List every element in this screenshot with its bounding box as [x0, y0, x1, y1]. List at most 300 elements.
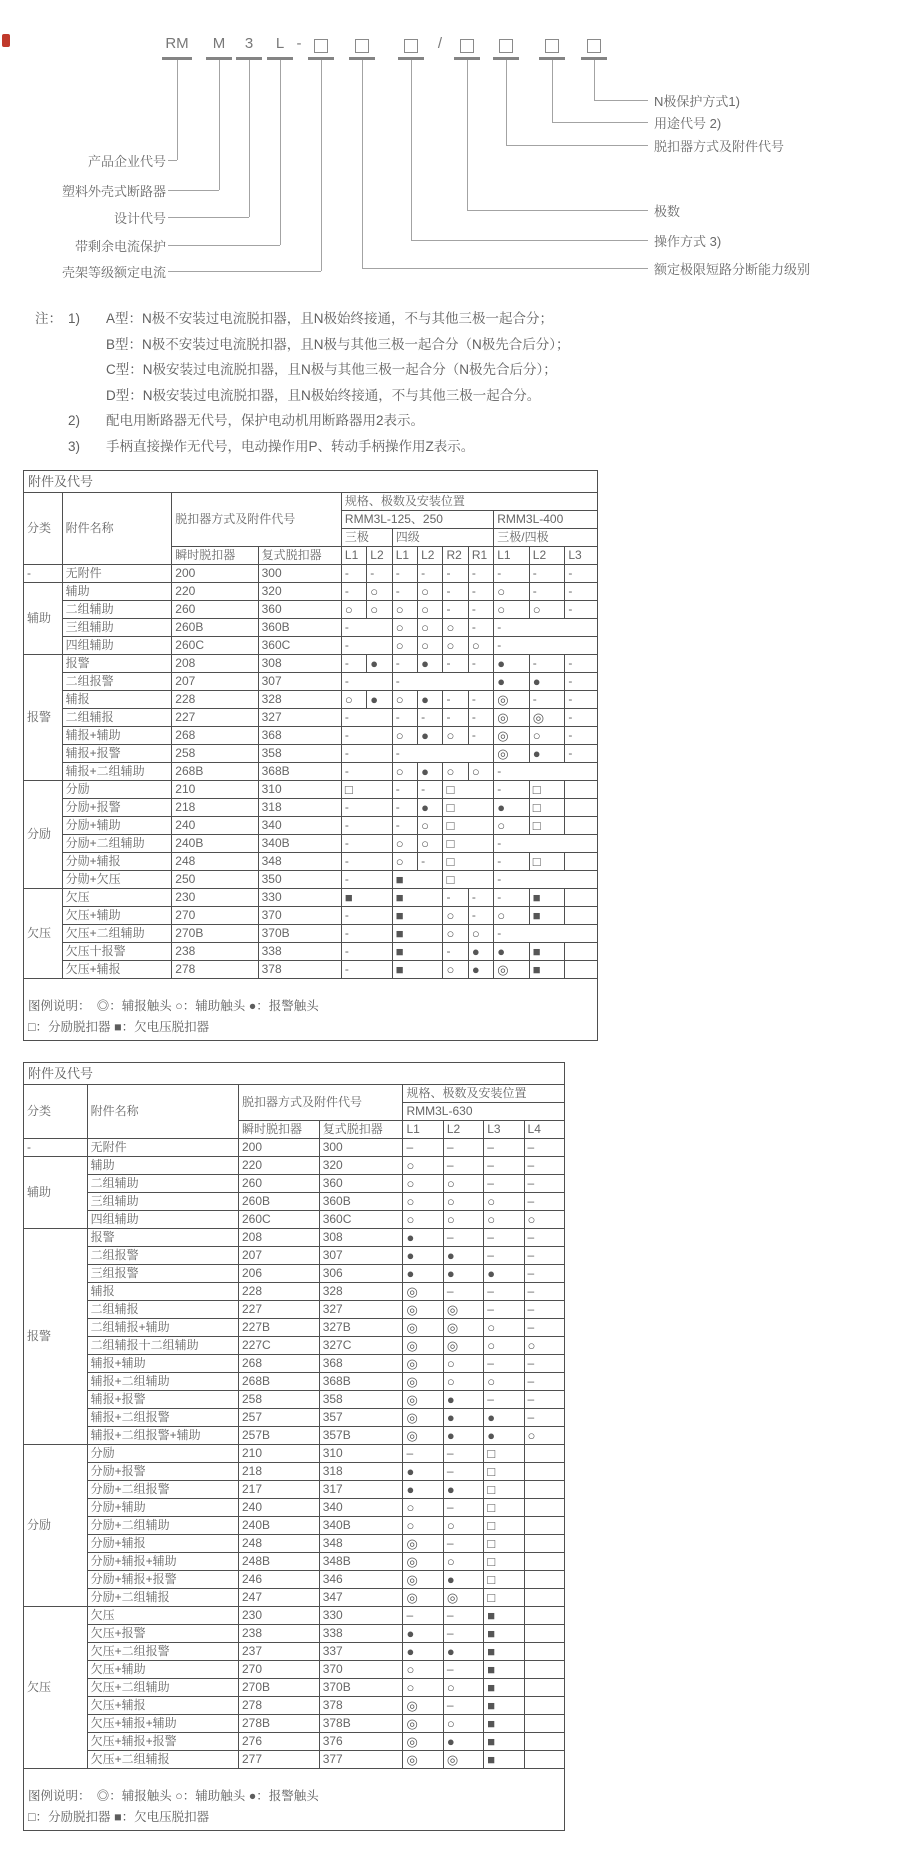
inst-code-cell: 220 [238, 1157, 319, 1175]
legend-line: 图例说明： ◎：辅报触头 ○：辅助触头 ●：报警触头 [28, 999, 319, 1013]
comp-code-cell: 358 [319, 1391, 403, 1409]
position-cell: □ [529, 799, 565, 817]
table-row [24, 619, 598, 637]
note-number: 2) [68, 413, 81, 428]
position-cell [565, 943, 598, 961]
position-cell: – [443, 1463, 483, 1481]
position-cell: - [529, 691, 565, 709]
position-cell: ○ [484, 1319, 524, 1337]
accessory-name-cell: 报警 [87, 1229, 238, 1247]
position-cell: – [524, 1247, 564, 1265]
position-cell: ○ [494, 583, 530, 601]
position-cell: □ [484, 1553, 524, 1571]
position-cell: – [443, 1445, 483, 1463]
diagram-label-right: N极保护方式1) [654, 94, 740, 109]
position-cell: ◎ [494, 745, 530, 763]
position-cell: - [468, 709, 493, 727]
table-row [24, 583, 598, 601]
accessory-name-cell: 辅报+二组辅助 [87, 1373, 238, 1391]
position-cell: - [565, 673, 598, 691]
inst-code-cell: 250 [172, 871, 258, 889]
page-marker-icon [2, 34, 10, 47]
position-cell: ● [367, 655, 392, 673]
comp-code-cell: 370B [319, 1679, 403, 1697]
accessory-name-cell: 欠压 [62, 889, 172, 907]
legend-line: 图例说明： ◎：辅报触头 ○：辅助触头 ●：报警触头 [28, 1789, 319, 1803]
category-cell: 欠压 [24, 889, 63, 979]
diagram-label-left: 塑料外壳式断路器 [61, 184, 166, 199]
position-cell: ○ [403, 1661, 443, 1679]
category-cell: 辅助 [24, 1157, 88, 1229]
table-row [24, 979, 598, 1041]
comp-code-cell: 346 [319, 1571, 403, 1589]
note-prefix [35, 357, 68, 383]
accessory-name-cell: 辅报+报警 [87, 1391, 238, 1409]
connector-line [506, 145, 648, 146]
note-number [68, 332, 106, 358]
comp-code-cell: 360B [258, 619, 341, 637]
position-cell: ● [418, 799, 443, 817]
connector-line [362, 268, 648, 269]
note-prefix [35, 434, 68, 460]
position-cell: ○ [443, 1553, 483, 1571]
position-cell: ● [494, 943, 530, 961]
accessory-name-cell: 欠压+辅助 [62, 907, 172, 925]
diagram-label-left: 壳架等级额定电流 [61, 265, 166, 280]
position-cell: – [524, 1283, 564, 1301]
position-cell: - [494, 925, 598, 943]
position-cell: □ [484, 1517, 524, 1535]
table-title: 附件及代号 [24, 1063, 565, 1085]
accessory-name-cell: 辅报 [62, 691, 172, 709]
position-cell: ● [443, 1391, 483, 1409]
code-placeholder-box [404, 39, 418, 53]
inst-code-cell: 240 [238, 1499, 319, 1517]
position-cell [565, 781, 598, 799]
connector-line [411, 60, 412, 240]
position-cell: ○ [443, 1355, 483, 1373]
table-row [24, 1139, 565, 1157]
header-pole-group: 三极/四极 [494, 529, 598, 547]
position-cell: - [341, 565, 366, 583]
table-row [24, 889, 598, 907]
position-cell [524, 1607, 564, 1625]
comp-code-cell: 307 [258, 673, 341, 691]
comp-code-cell: 368 [258, 727, 341, 745]
connector-line [168, 271, 321, 272]
position-cell: - [565, 709, 598, 727]
position-cell: - [341, 763, 392, 781]
position-cell: ● [494, 673, 530, 691]
accessory-name-cell: 四组辅助 [62, 637, 172, 655]
note-text: 配电用断路器无代号，保护电动机用断路器用2表示。 [106, 413, 425, 428]
position-cell: ◎ [443, 1301, 483, 1319]
accessory-name-cell: 分励+辅报+辅助 [87, 1553, 238, 1571]
position-cell: ◎ [494, 727, 530, 745]
code-letter: RM [165, 35, 189, 52]
comp-code-cell: 358 [258, 745, 341, 763]
note-prefix [35, 408, 68, 434]
table-row [24, 1319, 565, 1337]
position-cell: ○ [403, 1517, 443, 1535]
position-cell: - [468, 691, 493, 709]
header-accessory: 附件名称 [62, 493, 172, 565]
position-cell: – [443, 1697, 483, 1715]
inst-code-cell: 278 [238, 1697, 319, 1715]
inst-code-cell: 268 [172, 727, 258, 745]
category-cell: 分励 [24, 1445, 88, 1607]
position-cell: – [524, 1193, 564, 1211]
inst-code-cell: 278B [238, 1715, 319, 1733]
table-row [24, 1463, 565, 1481]
inst-code-cell: 260C [172, 637, 258, 655]
accessory-name-cell: 辅助 [87, 1157, 238, 1175]
position-cell: ○ [403, 1193, 443, 1211]
accessory-name-cell: 分励+报警 [62, 799, 172, 817]
connector-line [249, 60, 250, 217]
position-cell: - [341, 637, 392, 655]
position-cell: □ [484, 1463, 524, 1481]
position-cell: ■ [484, 1625, 524, 1643]
inst-code-cell: 210 [238, 1445, 319, 1463]
inst-code-cell: 227C [238, 1337, 319, 1355]
position-cell: □ [443, 871, 494, 889]
header-spec-model: RMM3L-630 [403, 1103, 565, 1121]
comp-code-cell: 300 [319, 1139, 403, 1157]
comp-code-cell: 338 [258, 943, 341, 961]
position-cell: – [443, 1157, 483, 1175]
position-cell: ○ [392, 835, 417, 853]
header-position: L1 [403, 1121, 443, 1139]
position-cell: ◎ [403, 1373, 443, 1391]
table-row [24, 763, 598, 781]
position-cell: ○ [468, 763, 493, 781]
comp-code-cell: 308 [319, 1229, 403, 1247]
position-cell: ● [403, 1643, 443, 1661]
position-cell: ○ [443, 619, 468, 637]
table-row [24, 637, 598, 655]
position-cell: ● [403, 1463, 443, 1481]
position-cell: - [392, 565, 417, 583]
inst-code-cell: 258 [238, 1391, 319, 1409]
position-cell: ○ [494, 601, 530, 619]
position-cell: ■ [484, 1733, 524, 1751]
inst-code-cell: 200 [238, 1139, 319, 1157]
header-position: L2 [443, 1121, 483, 1139]
code-placeholder-box [355, 39, 369, 53]
comp-code-cell: 357B [319, 1427, 403, 1445]
comp-code-cell: 307 [319, 1247, 403, 1265]
position-cell: - [392, 745, 494, 763]
header-position: L3 [484, 1121, 524, 1139]
position-cell: ◎ [403, 1355, 443, 1373]
position-cell: – [443, 1661, 483, 1679]
accessory-name-cell: 三组辅助 [62, 619, 172, 637]
position-cell [565, 889, 598, 907]
position-cell [524, 1445, 564, 1463]
inst-code-cell: 246 [238, 1571, 319, 1589]
position-cell: □ [529, 853, 565, 871]
inst-code-cell: 227B [238, 1319, 319, 1337]
accessory-name-cell: 无附件 [87, 1139, 238, 1157]
position-cell: ○ [443, 1715, 483, 1733]
comp-code-cell: 327B [319, 1319, 403, 1337]
comp-code-cell: 360C [319, 1211, 403, 1229]
table-row [24, 781, 598, 799]
position-cell: - [341, 853, 392, 871]
position-cell: ○ [392, 619, 417, 637]
accessory-name-cell: 二组辅报十二组辅助 [87, 1337, 238, 1355]
position-cell: – [443, 1625, 483, 1643]
position-cell: ◎ [403, 1391, 443, 1409]
position-cell: ● [418, 727, 443, 745]
note-line [35, 357, 570, 383]
position-cell: - [367, 565, 392, 583]
table-title: 附件及代号 [24, 471, 598, 493]
header-pole-group: 三极 [341, 529, 392, 547]
header-instantaneous: 瞬时脱扣器 [172, 547, 258, 565]
connector-line [467, 60, 468, 210]
comp-code-cell: 368 [319, 1355, 403, 1373]
table-row [24, 1589, 565, 1607]
table-row [24, 1157, 565, 1175]
position-cell: ■ [392, 943, 443, 961]
header-position: L4 [524, 1121, 564, 1139]
position-cell: ○ [443, 763, 468, 781]
position-cell: - [494, 871, 598, 889]
position-cell: - [341, 583, 366, 601]
accessory-name-cell: 辅报+报警 [62, 745, 172, 763]
header-spec-group: 规格、极数及安装位置 [341, 493, 597, 511]
legend-line: □：分励脱扣器 ■：欠电压脱扣器 [28, 1020, 210, 1034]
diagram-label-right: 极数 [654, 204, 681, 219]
position-cell: – [484, 1283, 524, 1301]
inst-code-cell: 220 [172, 583, 258, 601]
table-row [24, 1193, 565, 1211]
position-cell: ○ [392, 763, 417, 781]
accessory-name-cell: 欠压+二组报警 [87, 1643, 238, 1661]
table-row [24, 1391, 565, 1409]
accessory-name-cell: 分勋+辅报 [62, 853, 172, 871]
note-prefix: 注： [35, 311, 62, 326]
position-cell: □ [484, 1499, 524, 1517]
position-cell: ○ [341, 601, 366, 619]
comp-code-cell: 310 [258, 781, 341, 799]
comp-code-cell: 376 [319, 1733, 403, 1751]
position-cell [524, 1661, 564, 1679]
position-cell: ■ [484, 1643, 524, 1661]
inst-code-cell: 200 [172, 565, 258, 583]
table-row [24, 1643, 565, 1661]
comp-code-cell: 350 [258, 871, 341, 889]
table-row [24, 799, 598, 817]
legend-line: □：分励脱扣器 ■：欠电压脱扣器 [28, 1810, 210, 1824]
inst-code-cell: 248B [238, 1553, 319, 1571]
table-row [24, 907, 598, 925]
accessory-name-cell: 欠压 [87, 1607, 238, 1625]
position-cell: ◎ [403, 1733, 443, 1751]
table-row [24, 1499, 565, 1517]
position-cell: ■ [392, 925, 443, 943]
table-row [24, 1607, 565, 1625]
position-cell: ● [443, 1571, 483, 1589]
position-cell: - [468, 889, 493, 907]
position-cell: - [418, 565, 443, 583]
comp-code-cell: 370 [258, 907, 341, 925]
position-cell: ● [494, 799, 530, 817]
table-row [24, 655, 598, 673]
inst-code-cell: 238 [238, 1625, 319, 1643]
header-category: 分类 [24, 493, 63, 565]
note-text: 手柄直接操作无代号，电动操作用P、转动手柄操作用Z表示。 [106, 438, 475, 454]
header-position: L2 [367, 547, 392, 565]
position-cell [524, 1499, 564, 1517]
position-cell: - [341, 925, 392, 943]
connector-line [362, 60, 363, 268]
note-line [35, 383, 570, 409]
comp-code-cell: 368B [319, 1373, 403, 1391]
accessory-name-cell: 二组辅报 [62, 709, 172, 727]
table-row [24, 1229, 565, 1247]
position-cell [565, 817, 598, 835]
position-cell: – [443, 1229, 483, 1247]
inst-code-cell: 260 [238, 1175, 319, 1193]
accessory-name-cell: 分励+二组辅报 [87, 1589, 238, 1607]
comp-code-cell: 370 [319, 1661, 403, 1679]
position-cell: ○ [392, 601, 417, 619]
position-cell: - [468, 583, 493, 601]
position-cell: ○ [392, 853, 417, 871]
position-cell: ● [403, 1247, 443, 1265]
accessory-name-cell: 分励 [87, 1445, 238, 1463]
position-cell: - [341, 907, 392, 925]
note-line [35, 434, 570, 460]
accessory-name-cell: 欠压+二组辅助 [62, 925, 172, 943]
comp-code-cell: 328 [319, 1283, 403, 1301]
header-position: L2 [418, 547, 443, 565]
table-row [24, 853, 598, 871]
legend-cell [24, 979, 598, 1041]
position-cell: □ [529, 817, 565, 835]
connector-line [552, 122, 648, 123]
position-cell: - [443, 889, 468, 907]
comp-code-cell: 318 [258, 799, 341, 817]
category-cell: 报警 [24, 1229, 88, 1445]
position-cell: – [484, 1139, 524, 1157]
position-cell: - [392, 709, 417, 727]
position-cell: - [468, 601, 493, 619]
header-release-group: 脱扣器方式及附件代号 [172, 493, 342, 547]
code-placeholder-box [314, 39, 328, 53]
comp-code-cell: 360 [319, 1175, 403, 1193]
position-cell: - [468, 619, 493, 637]
category-cell: - [24, 1139, 88, 1157]
position-cell: ◎ [443, 1319, 483, 1337]
note-text: C型：N极安装过电流脱扣器，且N极与其他三极一起合分（N极先合后分）； [106, 362, 557, 377]
position-cell: - [392, 583, 417, 601]
position-cell: - [443, 601, 468, 619]
position-cell: ● [484, 1265, 524, 1283]
table-row [24, 691, 598, 709]
position-cell: ◎ [403, 1337, 443, 1355]
position-cell: ● [443, 1409, 483, 1427]
comp-code-cell: 348B [319, 1553, 403, 1571]
position-cell: ● [403, 1229, 443, 1247]
comp-code-cell: 327C [319, 1337, 403, 1355]
comp-code-cell: 310 [319, 1445, 403, 1463]
position-cell [524, 1715, 564, 1733]
position-cell: □ [484, 1571, 524, 1589]
position-cell: ■ [484, 1697, 524, 1715]
position-cell: □ [529, 781, 565, 799]
position-cell: ■ [484, 1751, 524, 1769]
comp-code-cell: 330 [258, 889, 341, 907]
position-cell: ◎ [403, 1319, 443, 1337]
position-cell: - [341, 799, 392, 817]
position-cell: - [341, 745, 392, 763]
position-cell: - [494, 889, 530, 907]
comp-code-cell: 340 [319, 1499, 403, 1517]
table-row [24, 1265, 565, 1283]
position-cell: ○ [403, 1175, 443, 1193]
inst-code-cell: 228 [238, 1283, 319, 1301]
position-cell: ■ [529, 889, 565, 907]
comp-code-cell: 357 [319, 1409, 403, 1427]
position-cell: □ [443, 781, 494, 799]
diagram-label-left: 产品企业代号 [87, 154, 166, 169]
comp-code-cell: 300 [258, 565, 341, 583]
comp-code-cell: 340B [258, 835, 341, 853]
table-row [24, 1751, 565, 1769]
position-cell: ◎ [403, 1571, 443, 1589]
inst-code-cell: 217 [238, 1481, 319, 1499]
accessory-name-cell: 辅报+二组辅助 [62, 763, 172, 781]
position-cell: - [468, 727, 493, 745]
position-cell: ◎ [403, 1697, 443, 1715]
note-line [35, 332, 570, 358]
accessory-name-cell: 欠压+辅报 [62, 961, 172, 979]
header-accessory: 附件名称 [87, 1085, 238, 1139]
position-cell: – [524, 1355, 564, 1373]
position-cell: ■ [392, 961, 443, 979]
position-cell: ○ [443, 961, 468, 979]
table-row [24, 871, 598, 889]
note-prefix [35, 332, 68, 358]
position-cell: ◎ [403, 1751, 443, 1769]
position-cell [565, 907, 598, 925]
position-cell: - [341, 727, 392, 745]
position-cell: ○ [468, 637, 493, 655]
inst-code-cell: 218 [238, 1463, 319, 1481]
position-cell: – [524, 1319, 564, 1337]
category-cell: 辅助 [24, 583, 63, 655]
position-cell: ○ [418, 817, 443, 835]
position-cell: - [392, 781, 417, 799]
position-cell: – [484, 1247, 524, 1265]
position-cell: □ [443, 799, 494, 817]
notes [35, 306, 570, 459]
comp-code-cell: 318 [319, 1463, 403, 1481]
position-cell: ● [529, 673, 565, 691]
category-cell: 分励 [24, 781, 63, 889]
position-cell: ○ [524, 1337, 564, 1355]
position-cell: - [494, 853, 530, 871]
diagram-label-right: 额定极限短路分断能力级别 [654, 262, 811, 277]
position-cell: ● [529, 745, 565, 763]
inst-code-cell: 268B [238, 1373, 319, 1391]
position-cell: ● [418, 691, 443, 709]
connector-line [506, 60, 507, 145]
